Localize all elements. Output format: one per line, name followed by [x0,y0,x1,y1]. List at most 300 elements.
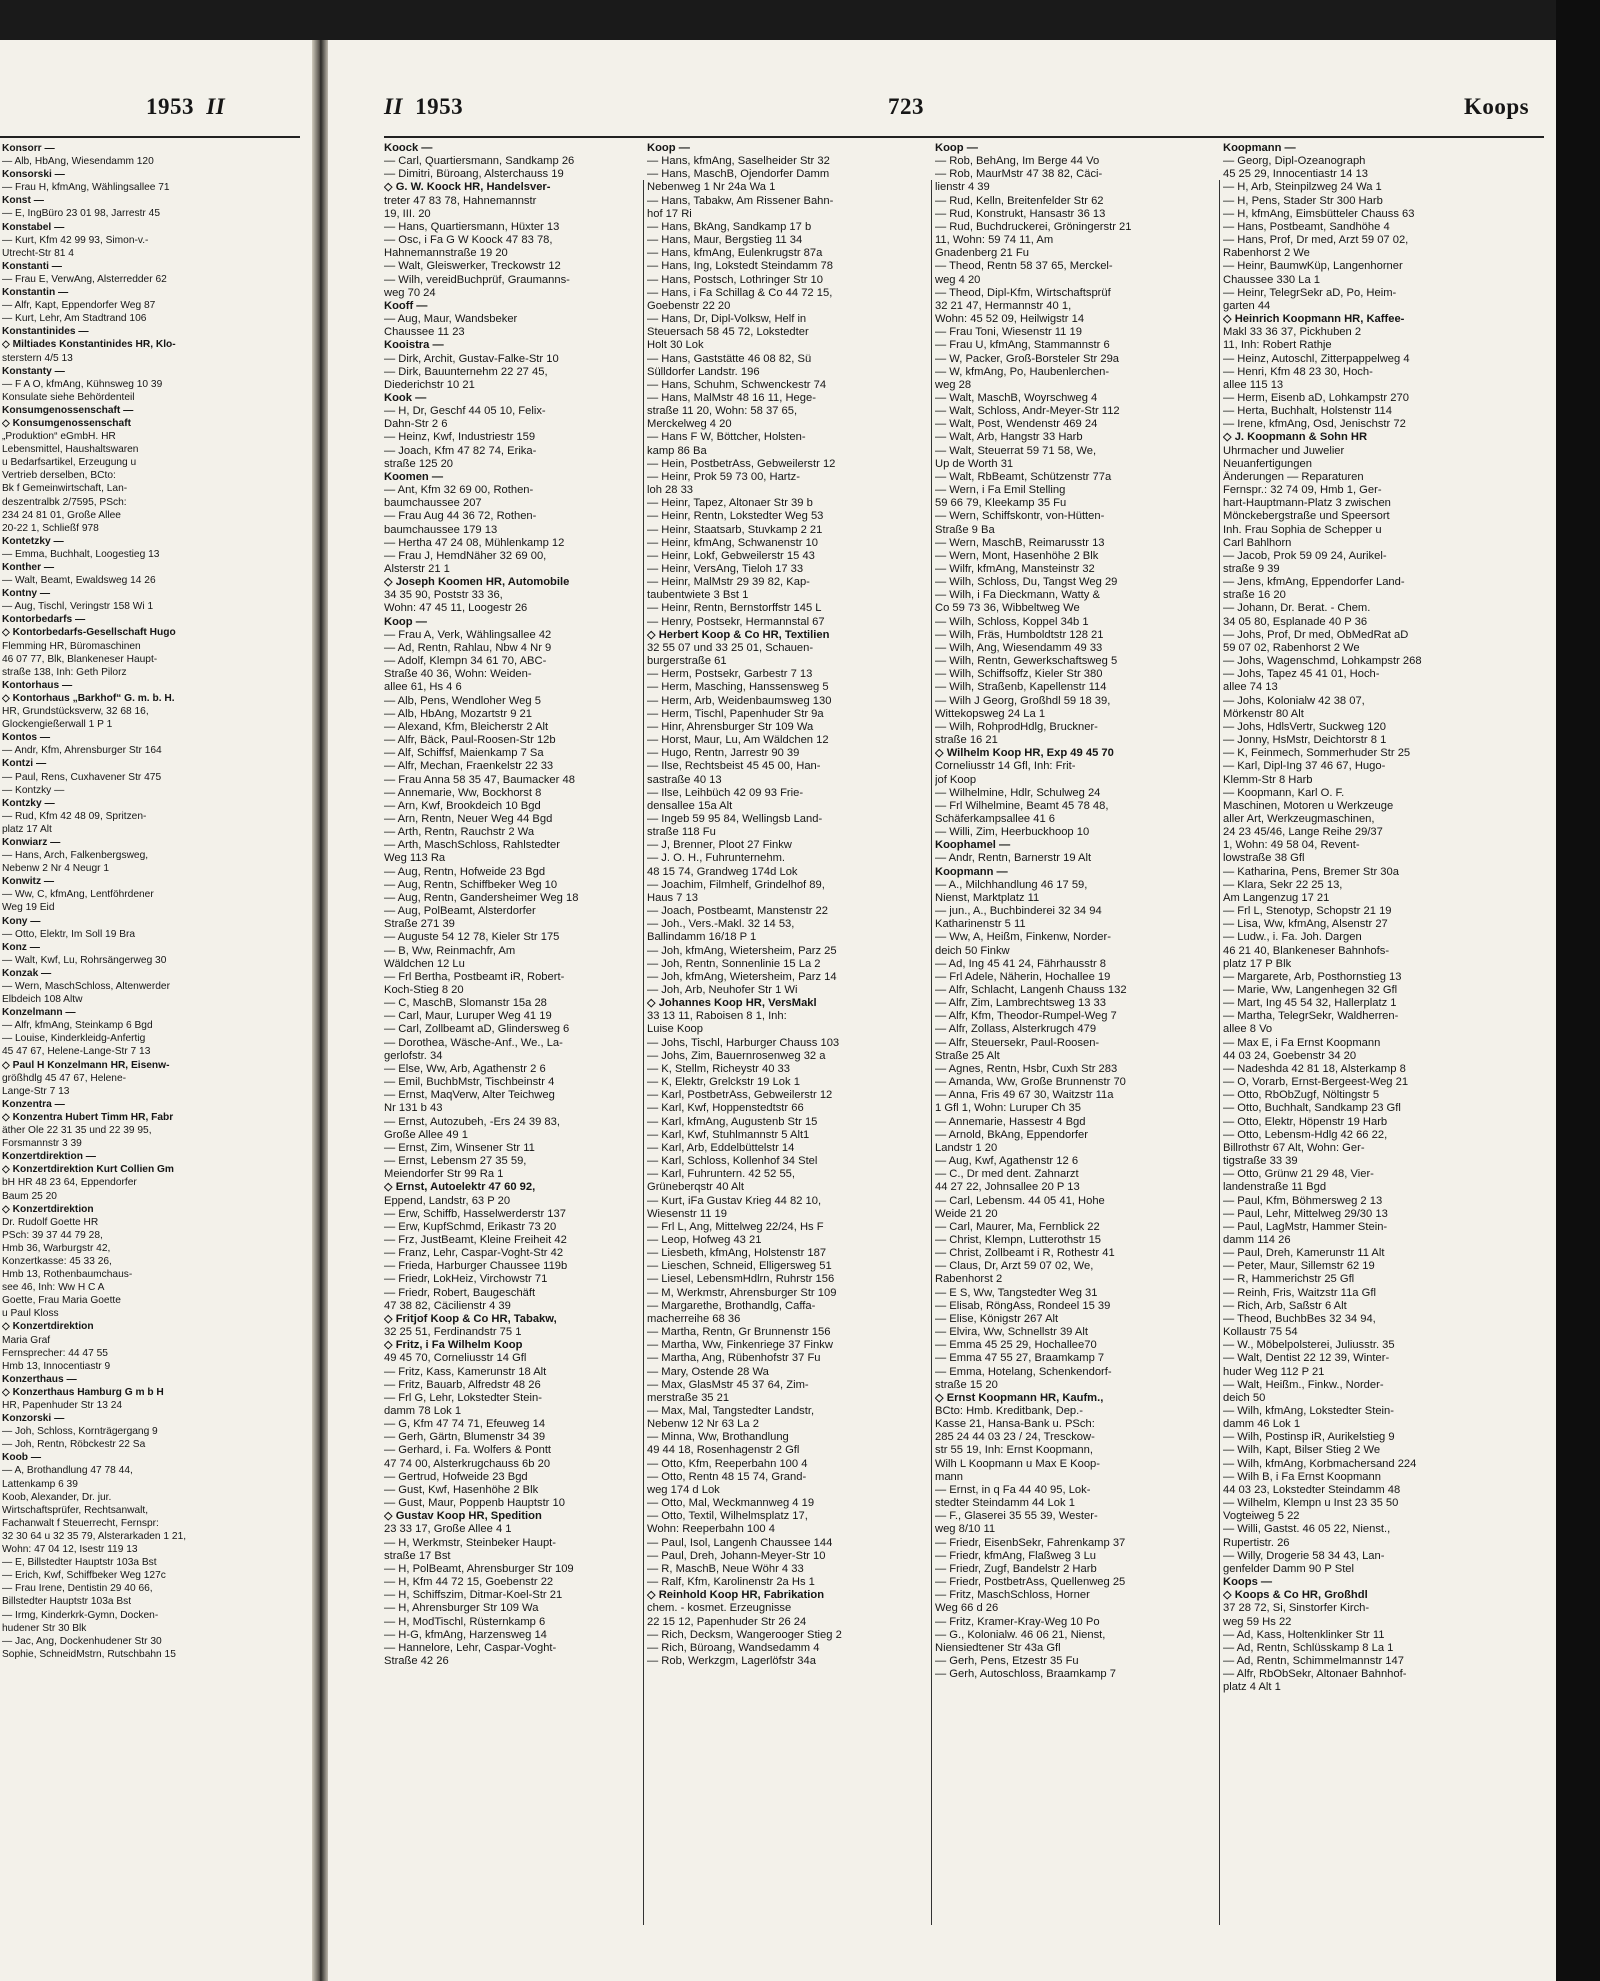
directory-line: aller Art, Werkzeugmaschinen, [1223,812,1375,825]
directory-line: — Heinr, TelegrSekr aD, Po, Heim- [1223,286,1397,299]
directory-line: — F., Glaserei 35 55 39, Wester- [935,1510,1098,1523]
directory-line: 46 07 77, Blk, Blankeneser Haupt- [2,653,158,665]
directory-line: — Emma 45 25 29, Hochallee70 [935,1339,1097,1352]
directory-line: — Karl, Fuhruntern. 42 52 55, [647,1168,796,1181]
directory-line: — Paul, Kfm, Böhmersweg 2 13 [1223,1194,1383,1207]
directory-line: damm 78 Lok 1 [384,1405,462,1417]
book-gutter [312,40,328,1981]
directory-line: — Wilh, Ang, Wiesendamm 49 33 [935,641,1103,654]
directory-line: — Wilhelm, Klempn u Inst 23 35 50 [1223,1497,1399,1510]
directory-line: — Johs, HdlsVertr, Suckweg 120 [1223,720,1386,733]
directory-line: platz 4 Alt 1 [1223,1681,1281,1694]
directory-line: bH HR 48 23 64, Eppendorfer [2,1177,137,1189]
directory-line: 24 23 45/46, Lange Reihe 29/37 [1223,826,1383,839]
directory-line: Dr. Rudolf Goette HR [2,1216,99,1228]
directory-line: Konwitz — [2,876,55,888]
directory-line: hof 17 Ri [647,207,692,220]
directory-line: — Else, Ww, Arb, Agathenstr 2 6 [384,1062,546,1075]
directory-line: — Hannelore, Lehr, Caspar-Voght- [384,1641,557,1654]
directory-line: Konstanty — [2,365,65,377]
directory-line: Rupertistr. 26 [1223,1536,1290,1549]
directory-line: Konst — [2,195,44,207]
directory-line: — Carl, Zollbeamt aD, Glindersweg 6 [384,1023,570,1036]
left-page-header [146,94,225,120]
directory-line: densallee 15a Alt [647,799,733,812]
directory-line: Kontzi — [2,758,47,770]
directory-line: — Annemarie, Hassestr 4 Bgd [935,1115,1086,1128]
directory-line: Konsorr — [2,143,55,154]
directory-line: — W., Möbelpolsterei, Juliusstr. 35 [1223,1339,1395,1352]
directory-line: — Heinr, Lokf, Gebweilerstr 15 43 [647,549,815,562]
directory-line: — Erw, Schiffb, Hasselwerderstr 137 [384,1207,566,1220]
directory-line: — Frl Wilhelmine, Beamt 45 78 48, [935,799,1109,812]
directory-line: — Ad, Kass, Holtenklinker Str 11 [1223,1628,1385,1641]
directory-line: — H, PolBeamt, Ahrensburger Str 109 [384,1562,574,1575]
directory-line: „Produktion“ eGmbH. HR [2,431,116,443]
directory-line: straße 15 20 [935,1378,998,1391]
directory-line: platz 17 P Blk [1223,957,1292,970]
column-divider-2 [931,180,932,1925]
directory-line: — Alfr, Kapt, Eppendorfer Weg 87 [2,300,156,312]
directory-line: — Irmg, Kinderkrk-Gymn, Docken- [2,1609,159,1621]
directory-line: — Klara, Sekr 22 25 13, [1223,878,1343,891]
directory-line: — Fritz, MaschSchloss, Horner [935,1589,1090,1602]
directory-line: straße 17 Bst [384,1549,451,1562]
directory-line: — Friedr, Robert, Baugeschäft [384,1286,536,1299]
directory-line: Weg 113 Ra [384,852,446,865]
directory-line: — Paul, Lehr, Mittelweg 29/30 13 [1223,1207,1388,1220]
directory-line: — Carl, Maur, Luruper Weg 41 19 [384,1010,552,1023]
directory-line: Wittekopsweg 24 La 1 [935,707,1046,720]
directory-line: — Frz, JustBeamt, Kleine Freiheit 42 [384,1233,567,1246]
directory-line: — Johs, Prof, Dr med, ObMedRat aD [1223,628,1409,641]
directory-line: straße 16 21 [935,734,998,747]
directory-line: mann [935,1470,963,1483]
directory-line: — Jac, Ang, Dockenhudener Str 30 [2,1635,162,1647]
directory-line: — E, IngBüro 23 01 98, Jarrestr 45 [2,208,160,220]
directory-line: ◇ Konzertdirektion [2,1203,94,1215]
directory-line: Lattenkamp 6 39 [2,1478,78,1490]
directory-line: — Arth, Rentn, Rauchstr 2 Wa [384,826,535,839]
directory-line: — Frau Toni, Wiesenstr 11 19 [935,326,1082,339]
directory-line: Baum 25 20 [2,1190,57,1202]
directory-line: — Mary, Ostende 28 Wa [647,1365,769,1378]
directory-line: Kontny — [2,588,51,600]
directory-line: — Reinh, Fris, Waitzstr 11a Gfl [1223,1286,1376,1299]
directory-line: Carl Bahlhorn [1223,536,1292,549]
directory-line: — Heinr, VersAng, Tieloh 17 33 [647,563,804,575]
directory-line: — Rob, Werkzgm, Lagerlöfstr 34a [647,1654,816,1667]
directory-line: — Henri, Kfm 48 23 30, Hoch- [1223,365,1373,378]
directory-line: ◇ Fritz, i Fa Wilhelm Koop [384,1339,523,1352]
directory-line: Kook — [384,391,427,404]
directory-line: — Hans, MaschB, Ojendorfer Damm [647,168,830,181]
directory-line: jof Koop [935,773,977,786]
directory-line: ◇ J. Koopmann & Sohn HR [1223,431,1368,444]
directory-line: — Frl Adele, Näherin, Hochallee 19 [935,970,1111,983]
directory-line: Mörkenstr 80 Alt [1223,707,1304,720]
directory-line: — Wern, MaschB, Reimarusstr 13 [935,536,1105,549]
directory-line: Lebensmittel, Haushaltswaren [2,444,139,456]
directory-line: — Hans, Schuhm, Schwenckestr 74 [647,378,827,391]
directory-line: u Bedarfsartikel, Erzeugung u [2,457,137,469]
directory-line: — Wilh, Kapt, Bilser Stieg 2 We [1223,1444,1381,1457]
directory-line: — Gerh, Pens, Etzestr 35 Fu [935,1654,1079,1667]
directory-line: straße 118 Fu [647,826,716,839]
directory-line: allee 74 13 [1223,681,1278,694]
directory-line: — Joh., Vers.-Makl. 32 14 53, [647,918,795,931]
directory-line: — Wilfr, kfmAng, Mansteinstr 32 [935,563,1095,575]
directory-line: — Elvira, Ww, Schnellstr 39 Alt [935,1326,1088,1339]
directory-line: — H, ModTischl, Rüsternkamp 6 [384,1615,546,1628]
directory-line: — Joh, Rentn, Sonnenlinie 15 La 2 [647,957,821,970]
directory-line: — Max, Mal, Tangstedter Landstr, [647,1405,815,1417]
directory-line: — Christ, Klempn, Lutterothstr 15 [935,1233,1102,1246]
directory-line: straße 138, Inh: Geth Pilorz [2,666,127,678]
directory-line: Konther — [2,562,55,573]
directory-line: Straße 40 36, Wohn: Weiden- [384,668,532,681]
directory-line: Wirtschaftsprüfer, Rechtsanwalt, [2,1504,149,1516]
directory-line: — Otto, Kfm, Reeperbahn 100 4 [647,1457,808,1470]
directory-line: — Gerhard, i. Fa. Wolfers & Pontt [384,1444,552,1457]
directory-line: weg 4 20 [935,273,981,286]
directory-line: — Hans, MalMstr 48 16 11, Hege- [647,391,816,404]
directory-line: Konstanti — [2,260,62,272]
directory-line: — Karl, Kwf, Stuhlmannstr 5 Alt1 [647,1128,810,1141]
directory-line: huder Weg 112 P 21 [1223,1365,1325,1378]
directory-line: Rabenhorst 2 We [1223,247,1310,260]
directory-line: — Martha, TelegrSekr, Waldherren- [1223,1010,1399,1023]
directory-line: — Alfr, Steuersekr, Paul-Roosen- [935,1036,1100,1049]
directory-line: Weide 21 20 [935,1207,998,1220]
directory-line: — Rud, Konstrukt, Hansastr 36 13 [935,207,1106,220]
directory-line: ◇ Reinhold Koop HR, Fabrikation [647,1589,825,1602]
directory-line: Katharinenstr 5 11 [935,918,1026,931]
directory-line: Wiesenstr 11 19 [647,1207,728,1220]
directory-line: Konzelmann — [2,1007,76,1019]
directory-line: — Johs, Kolonialw 42 38 07, [1223,694,1365,707]
directory-line: Koopmann — [935,865,1008,878]
directory-line: — Arn, Rentn, Neuer Weg 44 Bgd [384,812,553,825]
directory-line: — Johs, Zim, Bauernrosenweg 32 a [647,1049,826,1062]
directory-line: — Wilh, Schiffsoffz, Kieler Str 380 [935,668,1103,681]
directory-line: — Hans, Ing, Lokstedt Steindamm 78 [647,260,833,273]
directory-line: Kasse 21, Hansa-Bank u. PSch: [935,1418,1095,1431]
directory-line: Maria Graf [2,1334,51,1346]
directory-line: treter 47 83 78, Hahnemannstr [384,194,537,207]
directory-line: ◇ Ernst Koopmann HR, Kaufm., [935,1391,1104,1404]
directory-line: — Wilh, RohprodHdlg, Bruckner- [935,720,1098,733]
directory-line: 20-22 1, Schließf 978 [2,522,99,534]
directory-line: — Heinr, Rentn, Bernstorffstr 145 L [647,602,822,615]
directory-line: — Erich, Kwf, Schiffbeker Weg 127c [2,1570,166,1582]
directory-line: Konstantin — [2,287,69,299]
directory-line: — Johs, Tischl, Harburger Chauss 103 [647,1036,840,1049]
directory-line: ◇ Konzerthaus Hamburg G m b H [2,1386,164,1398]
directory-line: — Alfr, Kfm, Theodor-Rumpel-Weg 7 [935,1010,1117,1023]
directory-line: — Ingeb 59 95 84, Wellingsb Land- [647,812,823,825]
directory-line: Goebenstr 22 20 [647,299,731,312]
directory-line: Corneliusstr 14 Gfl, Inh: Frit- [935,760,1076,773]
directory-line: — Wilh, kfmAng, Korbmachersand 224 [1223,1457,1417,1470]
directory-line: Nebenweg 1 Nr 24a Wa 1 [647,181,776,194]
directory-line: — Wilh, Fräs, Humboldtstr 128 21 [935,628,1104,641]
directory-line: Klemm-Str 8 Harb [1223,773,1313,786]
directory-line: — Joach, Postbeamt, Manstenstr 22 [647,905,828,918]
directory-line: Koophamel — [935,839,1011,852]
directory-line: — Emil, BuchbMstr, Tischbeinstr 4 [384,1076,555,1089]
directory-line: 44 27 22, Johnsallee 20 P 13 [935,1181,1080,1194]
directory-line: 1, Wohn: 49 58 04, Revent- [1223,839,1360,852]
directory-line: — Aug, Tischl, Veringstr 158 Wi 1 [2,601,154,613]
directory-line: — Alexand, Kfm, Bleicherstr 2 Alt [384,720,549,733]
directory-line: straße 11 20, Wohn: 58 37 65, [647,405,798,418]
directory-line: see 46, Inh: Ww H C A [2,1282,105,1294]
directory-line: Steuersach 58 45 72, Lokstedter [647,326,809,339]
directory-line: 11, Inh: Robert Rathje [1223,339,1332,352]
directory-line: Neuanfertigungen [1223,457,1312,470]
directory-line: — Rud, Kelln, Breitenfelder Str 62 [935,194,1104,207]
directory-line: — Gerh, Autoschloss, Braamkamp 7 [935,1668,1116,1681]
directory-line: — Joh, Rentn, Röbckestr 22 Sa [2,1439,146,1451]
directory-line: Weg 19 Eid [2,902,55,914]
directory-line: — Erw, KupfSchmd, Erikastr 73 20 [384,1220,557,1233]
directory-line: hudener Str 30 Blk [2,1622,87,1634]
directory-line: — Alfr, Zim, Lambrechtsweg 13 33 [935,997,1106,1010]
directory-line: Konsulate siehe Behördenteil [2,391,135,403]
directory-line: — Frl L, Stenotyp, Schopstr 21 19 [1223,905,1392,918]
directory-line: Landstr 1 20 [935,1141,998,1154]
directory-line: Up de Worth 31 [935,457,1014,470]
directory-line: 32 21 47, Hermannstr 40 1, [935,299,1072,312]
directory-line: — Wilh, Rentn, Gewerkschaftsweg 5 [935,655,1118,668]
directory-line: Konzentra — [2,1098,65,1110]
directory-line: ◇ Joseph Koomen HR, Automobile [384,576,570,589]
directory-line: Billrothstr 67 Alt, Wohn: Ger- [1223,1141,1365,1154]
directory-line: — Otto, Rentn 48 15 74, Grand- [647,1470,807,1483]
directory-line: — Hugo, Rentn, Jarrestr 90 39 [647,747,800,760]
directory-line: Konzak — [2,967,52,979]
directory-line: Hmb 13, Rothenbaumchaus- [2,1269,133,1281]
directory-line: — Kurt, iFa Gustav Krieg 44 82 10, [647,1194,822,1207]
directory-line: — Wilh B, i Fa Ernst Koopmann [1223,1470,1381,1483]
directory-line: — Jens, kfmAng, Eppendorfer Land- [1223,576,1405,589]
directory-line: — Johs, Wagenschmd, Lohkampstr 268 [1223,655,1422,668]
directory-line: — Heinz, Kwf, Industriestr 159 [384,431,536,444]
directory-line: ◇ Konsumgenossenschaft [2,417,131,429]
directory-line: — Elise, Königstr 267 Alt [935,1312,1059,1325]
directory-line: — Alb, HbAng, Wiesendamm 120 [2,156,154,168]
directory-column-4 [1223,142,1547,1694]
directory-line: — Willi, Zim, Heerbuckhoop 10 [935,826,1090,839]
directory-line: — Walt, Schloss, Andr-Meyer-Str 112 [935,405,1120,418]
directory-line: Wohn: 45 52 09, Heilwigstr 14 [935,313,1085,326]
directory-line: Straße 25 Alt [935,1049,1000,1062]
directory-line: — Rich, Arb, Saßstr 6 Alt [1223,1299,1347,1312]
directory-line: — Frl G, Lehr, Lokstedter Stein- [384,1391,542,1404]
directory-line: Kooistra — [384,339,444,352]
directory-line: — Johann, Dr. Berat. - Chem. [1223,602,1371,615]
directory-line: — Aug, Rentn, Hofweide 23 Bgd [384,865,546,878]
directory-line: sastraße 40 13 [647,773,722,786]
directory-line: 234 24 81 01, Große Allee [2,509,121,521]
directory-line: weg 28 [935,378,972,391]
directory-line: deich 50 [1223,1391,1266,1404]
directory-line: Grüneberqstr 40 Alt [647,1181,745,1194]
directory-line: — Karl, PostbetrAss, Gebweilerstr 12 [647,1089,833,1102]
directory-line: — Liesbeth, kfmAng, Holstenstr 187 [647,1247,827,1260]
directory-line: — J, Brenner, Ploot 27 Finkw [647,839,792,852]
directory-line: — Wilh, kfmAng, Lokstedter Stein- [1223,1405,1394,1417]
directory-line: Hmb 13, Innocentiastr 9 [2,1360,111,1372]
directory-line: — H, kfmAng, Eimsbütteler Chauss 63 [1223,207,1415,220]
directory-line: — Otto, Elektr, Höpenstr 19 Harb [1223,1115,1388,1128]
directory-line: — Hans, Postsch, Lothringer Str 10 [647,273,823,286]
directory-line: — A., Milchhandlung 46 17 59, [935,878,1088,891]
directory-line: Makl 33 36 37, Pickhuben 2 [1223,326,1362,339]
directory-line: lienstr 4 39 [935,181,990,194]
directory-line: — Herm, Postsekr, Garbestr 7 13 [647,668,813,681]
directory-line: — H, Ahrensburger Str 109 Wa [384,1602,539,1615]
directory-line: 44 03 24, Goebenstr 34 20 [1223,1049,1357,1062]
directory-line: 285 24 44 03 23 / 24, Tresckow- [935,1431,1095,1444]
directory-line: — Hans, Prof, Dr med, Arzt 59 07 02, [1223,234,1409,247]
directory-line: — Ant, Kfm 32 69 00, Rothen- [384,484,534,497]
directory-line: damm 46 Lok 1 [1223,1418,1301,1431]
scan-border-top [0,0,1556,40]
directory-line: Nebenw 2 Nr 4 Neugr 1 [2,863,110,875]
directory-line: — C., Dr med dent. Zahnarzt [935,1168,1079,1181]
directory-line: — Arn, Kwf, Brookdeich 10 Bgd [384,799,541,812]
directory-line: loh 28 33 [647,484,694,497]
directory-line: — Hans, i Fa Schillag & Co 44 72 15, [647,286,833,299]
directory-line: — Theod, Rentn 58 37 65, Merckel- [935,260,1113,273]
directory-line: 46 21 40, Blankeneser Bahnhofs- [1223,944,1390,957]
directory-line: — Wilh, vereidBuchprüf, Graumanns- [384,273,570,286]
directory-line: — Karl, Arb, Eddelbüttelstr 14 [647,1141,795,1154]
directory-line: PSch: 39 37 44 79 28, [2,1229,103,1241]
directory-line: ◇ Koops & Co HR, Großhdl [1223,1589,1368,1602]
directory-line: — Alf, Schiffsf, Maienkamp 7 Sa [384,747,544,760]
directory-line: — Wilh, Straßenb, Kapellenstr 114 [935,681,1107,694]
directory-line: — Hans, Tabakw, Am Rissener Bahn- [647,194,834,207]
directory-line: — Wilh, Postinsp iR, Aurikelstieg 9 [1223,1431,1395,1444]
directory-line: — Katharina, Pens, Bremer Str 30a [1223,865,1399,878]
directory-line: gerlofstr. 34 [384,1049,443,1062]
directory-line: damm 114 26 [1223,1233,1291,1246]
directory-line: — Emma, Hotelang, Schenkendorf- [935,1365,1112,1378]
directory-line: Gnadenberg 21 Fu [935,247,1029,260]
directory-line: — Karl, Dipl-Ing 37 46 67, Hugo- [1223,760,1386,773]
directory-line: — Ww, C, kfmAng, Lentföhrdener [2,889,154,901]
directory-line: Koop — [384,615,427,628]
directory-line: — H, Kfm 44 72 15, Goebenstr 22 [384,1576,554,1589]
directory-line: — Dimitri, Büroang, Alsterchauss 19 [384,168,564,181]
directory-line: — Margarethe, Brothandlg, Caffa- [647,1299,816,1312]
directory-line: — Hans F W, Böttcher, Holsten- [647,431,806,444]
directory-line: Fernsprecher: 44 47 55 [2,1347,108,1359]
directory-line: — Wilh, Schloss, Koppel 34b 1 [935,615,1089,628]
directory-line: Konzertkasse: 45 33 26, [2,1255,112,1267]
directory-line: äther Ole 22 31 35 und 22 39 95, [2,1125,152,1137]
directory-line: 32 25 51, Ferdinandstr 75 1 [384,1326,522,1339]
directory-line: — Arnold, BkAng, Eppendorfer [935,1128,1088,1141]
directory-line: — Friedr, Zugf, Bandelstr 2 Harb [935,1562,1097,1575]
directory-line: weg 174 d Lok [647,1483,720,1496]
directory-line: — Heinz, Autoschl, Zitterpappelweg 4 [1223,352,1410,365]
directory-line: — Herm, Masching, Hanssensweg 5 [647,681,829,694]
directory-line: weg 8/10 11 [935,1523,996,1536]
directory-line: — Ernst, Zim, Winsener Str 11 [384,1141,535,1154]
directory-line: Koock — [384,142,433,154]
directory-line: — Joach, Kfm 47 82 74, Erika- [384,444,537,457]
directory-line: Konstabel — [2,221,65,233]
directory-line: — R, MaschB, Neue Wöhr 4 33 [647,1562,804,1575]
directory-line: — Ralf, Kfm, Karolinenstr 2a Hs 1 [647,1576,815,1589]
right-page [328,40,1556,1981]
directory-line: Weg 66 d 26 [935,1602,999,1615]
directory-line: Wohn: Reeperbahn 100 4 [647,1523,775,1536]
directory-line: 1 Gfl 1, Wohn: Luruper Ch 35 [935,1102,1081,1115]
directory-line: — Aug, Maur, Wandsbeker [384,313,518,326]
directory-line: Mönckebergstraße und Speersort [1223,510,1390,523]
directory-line: — Heinr, Staatsarb, Stuvkamp 2 21 [647,523,823,536]
directory-line: Dahn-Str 2 6 [384,418,448,431]
directory-line: — Rich, Büroang, Wandsedamm 4 [647,1641,820,1654]
directory-line: — Carl, Maurer, Ma, Fernblick 22 [935,1220,1100,1233]
directory-line: — Frl Bertha, Postbeamt iR, Robert- [384,970,565,983]
right-header-volume: II [384,94,403,119]
directory-line: — K, Elektr, Grelckstr 19 Lok 1 [647,1076,800,1089]
directory-line: — Willi, Gastst. 46 05 22, Nienst., [1223,1523,1391,1536]
directory-line: — Frau U, kfmAng, Stammannstr 6 [935,339,1110,352]
directory-line: — J. O. H., Fuhrunternehm. [647,852,786,865]
directory-line: — Jonny, HsMstr, Deichtorstr 8 1 [1223,734,1387,747]
directory-line: — Walt, Heißm., Finkw., Norder- [1223,1378,1384,1391]
directory-line: — Frau Anna 58 35 47, Baumacker 48 [384,773,575,786]
page-number: 723 [888,94,924,119]
directory-line: — Walt, Steuerrat 59 71 58, We, [935,444,1097,457]
directory-line: — H, Werkmstr, Steinbeker Haupt- [384,1536,557,1549]
directory-line: ◇ Paul H Konzelmann HR, Eisenw- [2,1059,170,1071]
right-header-year: 1953 [415,94,464,119]
directory-line: — Joh, Schloss, Kornträgergang 9 [2,1426,158,1438]
directory-line: — Frau Aug 44 36 72, Rothen- [384,510,537,523]
column-divider-3 [1219,180,1220,1925]
directory-line: — Rob, MaurMstr 47 38 82, Cäci- [935,168,1103,181]
directory-line: — Ad, Rentn, Schlüsskamp 8 La 1 [1223,1641,1394,1654]
directory-line: 11, Wohn: 59 74 11, Am [935,234,1054,247]
directory-line: Co 59 73 36, Wibbeltweg We [935,602,1080,615]
directory-line: — Alfr, Mechan, Fraenkelstr 22 33 [384,760,554,773]
directory-line: — Hans, Gaststätte 46 08 82, Sü [647,352,812,365]
directory-line: Luise Koop [647,1023,703,1036]
directory-line: — Otto, Grünw 21 29 48, Vier- [1223,1168,1374,1181]
directory-line: 37 28 72, Si, Sinstorfer Kirch- [1223,1602,1370,1615]
directory-line: — Rud, Kfm 42 48 09, Spritzen- [2,810,147,822]
directory-line: — Joachim, Filmhelf, Grindelhof 89, [647,878,825,891]
directory-line: — Lisa, Ww, kfmAng, Alsenstr 27 [1223,918,1388,931]
directory-line: größhdlg 45 47 67, Helene- [2,1072,127,1084]
directory-line: — jun., A., Buchbinderei 32 34 94 [935,905,1102,918]
directory-line: — W, kfmAng, Po, Haubenlerchen- [935,365,1110,378]
directory-line: Koops — [1223,1576,1273,1589]
directory-line: — Herm, Eisenb aD, Lohkampstr 270 [1223,391,1409,404]
directory-line: — Gust, Maur, Poppenb Hauptstr 10 [384,1497,565,1510]
directory-line: — Lieschen, Schneid, Elligersweg 51 [647,1260,832,1273]
directory-line: — Dirk, Bauunternehm 22 27 45, [384,365,548,378]
directory-line: Koop — [647,142,690,154]
